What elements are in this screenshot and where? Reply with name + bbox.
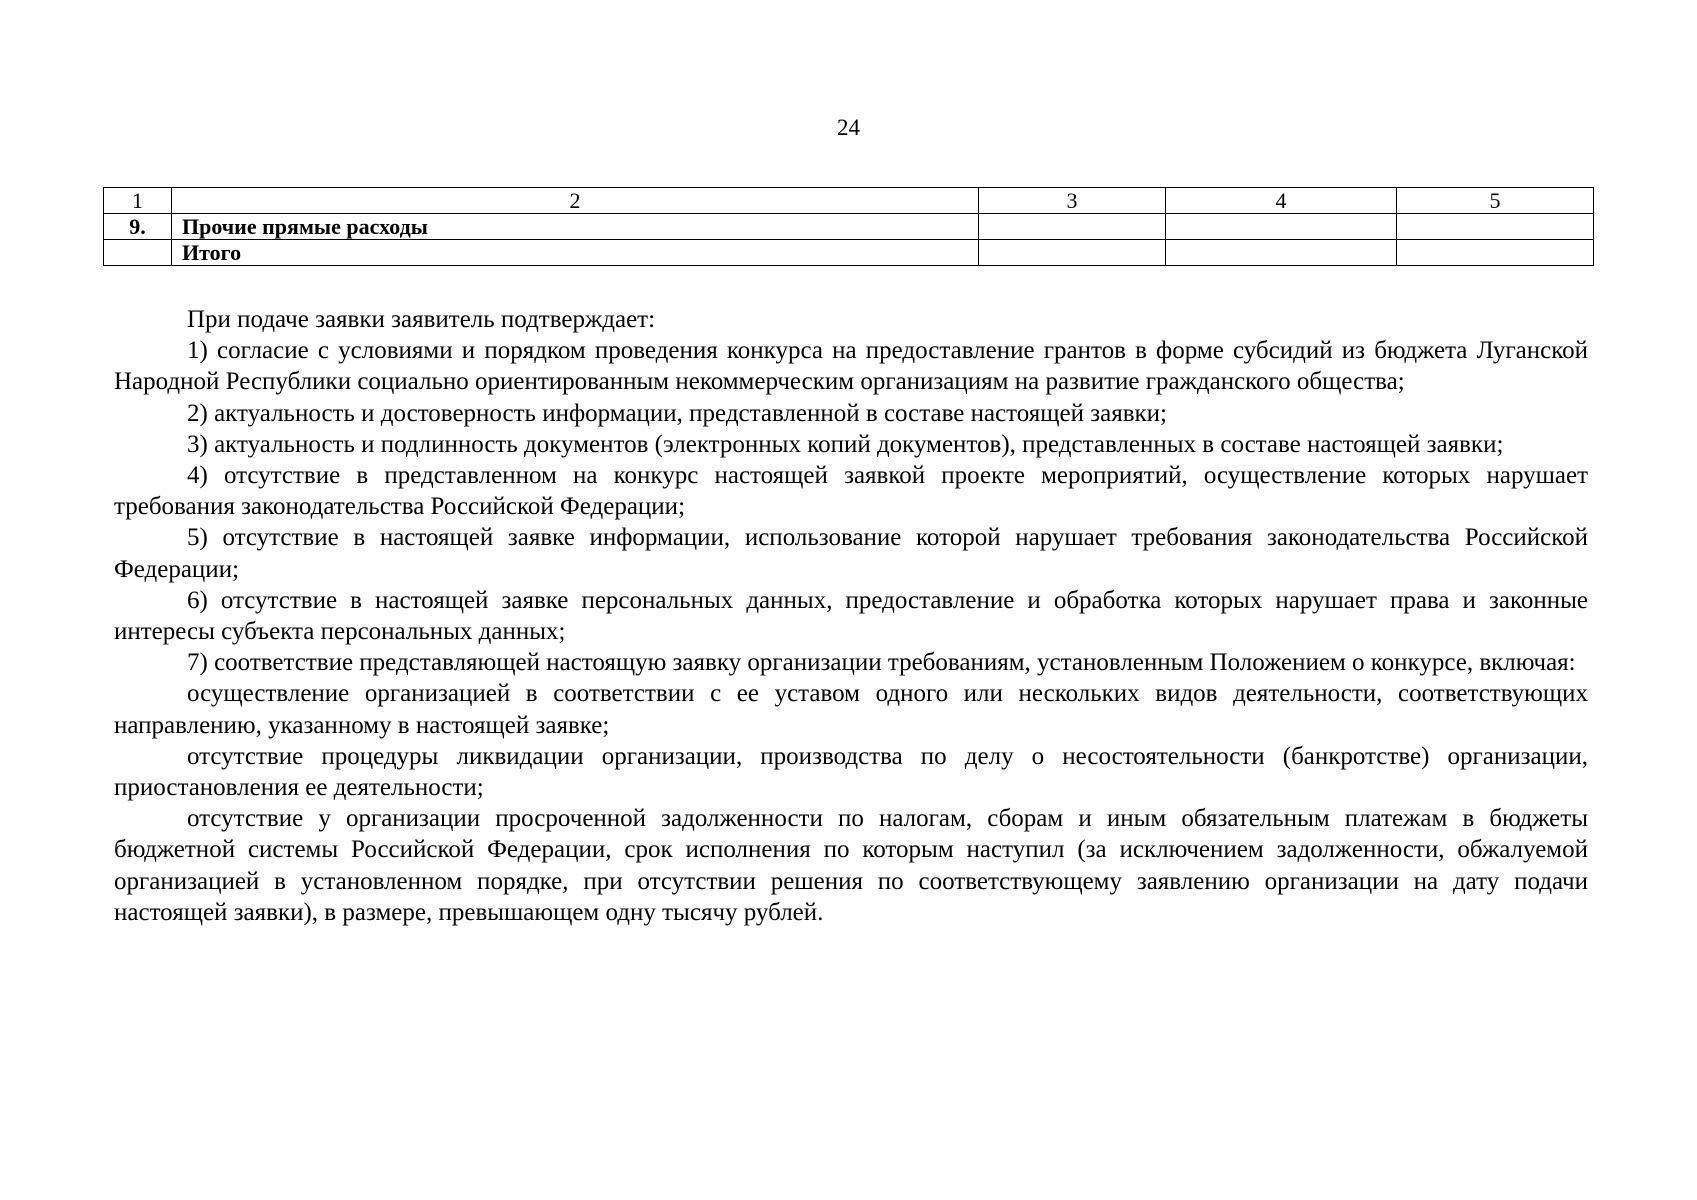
item-paragraph: 6) отсутствие в настоящей заявке персональных данных, предоставление и обработка которых нарушает права и законные интересы субъекта персональных данных;: [114, 586, 1588, 646]
item-paragraph: 3) актуальность и подлинность документов (электронных копий документов), представленных в составе настоящей заявки;: [187, 430, 1504, 458]
table-cell: [1166, 214, 1397, 240]
table-cell: [1397, 214, 1594, 240]
item-paragraph: 5) отсутствие в настоящей заявке информации, использование которой нарушает требования законодательства Российской Федерации;: [114, 524, 1588, 583]
row-number: 9.: [104, 214, 172, 240]
table-header-cell: 2: [172, 188, 979, 214]
table-header-cell: 1: [104, 188, 172, 214]
subitem-paragraph: отсутствие у организации просроченной задолженности по налогам, сборам и иным обязательным платежам в бюджеты бюджетной системы Российской Федерации, срок исполнения по которым наступил (за исключением задолженности, обжалуемой организацией в установленном порядке, при отсутствии решения по соответствующему заявлению организации на дату подачи настоящей заявки), в размере, превышающем одну тысячу рублей.: [114, 805, 1588, 926]
table-cell: [979, 214, 1166, 240]
body-text: [114, 304, 1588, 928]
item-paragraph: 1) согласие с условиями и порядком проведения конкурса на предоставление грантов в форме субсидий из бюджета Луганской Народной Республики социально ориентированным некоммерческим организациям на развитие гражданского общества;: [114, 337, 1588, 396]
table-header-cell: 3: [979, 188, 1166, 214]
row-number: [104, 240, 172, 266]
item-paragraph: 2) актуальность и достоверность информации, представленной в составе настоящей заявки;: [187, 399, 1168, 427]
table-cell: [1166, 240, 1397, 266]
budget-table: [103, 187, 1594, 266]
row-label: Прочие прямые расходы: [172, 214, 979, 240]
subitem-paragraph: осуществление организацией в соответствии с ее уставом одного или нескольких видов деятельности, соответствующих направлению, указанному в настоящей заявке;: [114, 680, 1588, 739]
table-cell: [979, 240, 1166, 266]
table-cell: [1397, 240, 1594, 266]
item-paragraph: 7) соответствие представляющей настоящую заявку организации требованиям, установленным Положением о конкурсе, включая:: [187, 649, 1576, 677]
item-paragraph: 4) отсутствие в представленном на конкурс настоящей заявкой проекте мероприятий, осуществление которых нарушает требования законодательства Российской Федерации;: [114, 462, 1588, 521]
row-label: Итого: [172, 240, 979, 266]
intro-paragraph: При подаче заявки заявитель подтверждает:: [187, 306, 656, 333]
table-header-row: [104, 188, 1594, 214]
table-header-cell: 4: [1166, 188, 1397, 214]
page-number: 24: [837, 115, 860, 140]
subitem-paragraph: отсутствие процедуры ликвидации организации, производства по делу о несостоятельности (банкротстве) организации, приостановления ее деятельности;: [114, 742, 1588, 802]
table-row: [104, 214, 1594, 240]
table-header-cell: 5: [1397, 188, 1594, 214]
table-row-total: [104, 240, 1594, 266]
